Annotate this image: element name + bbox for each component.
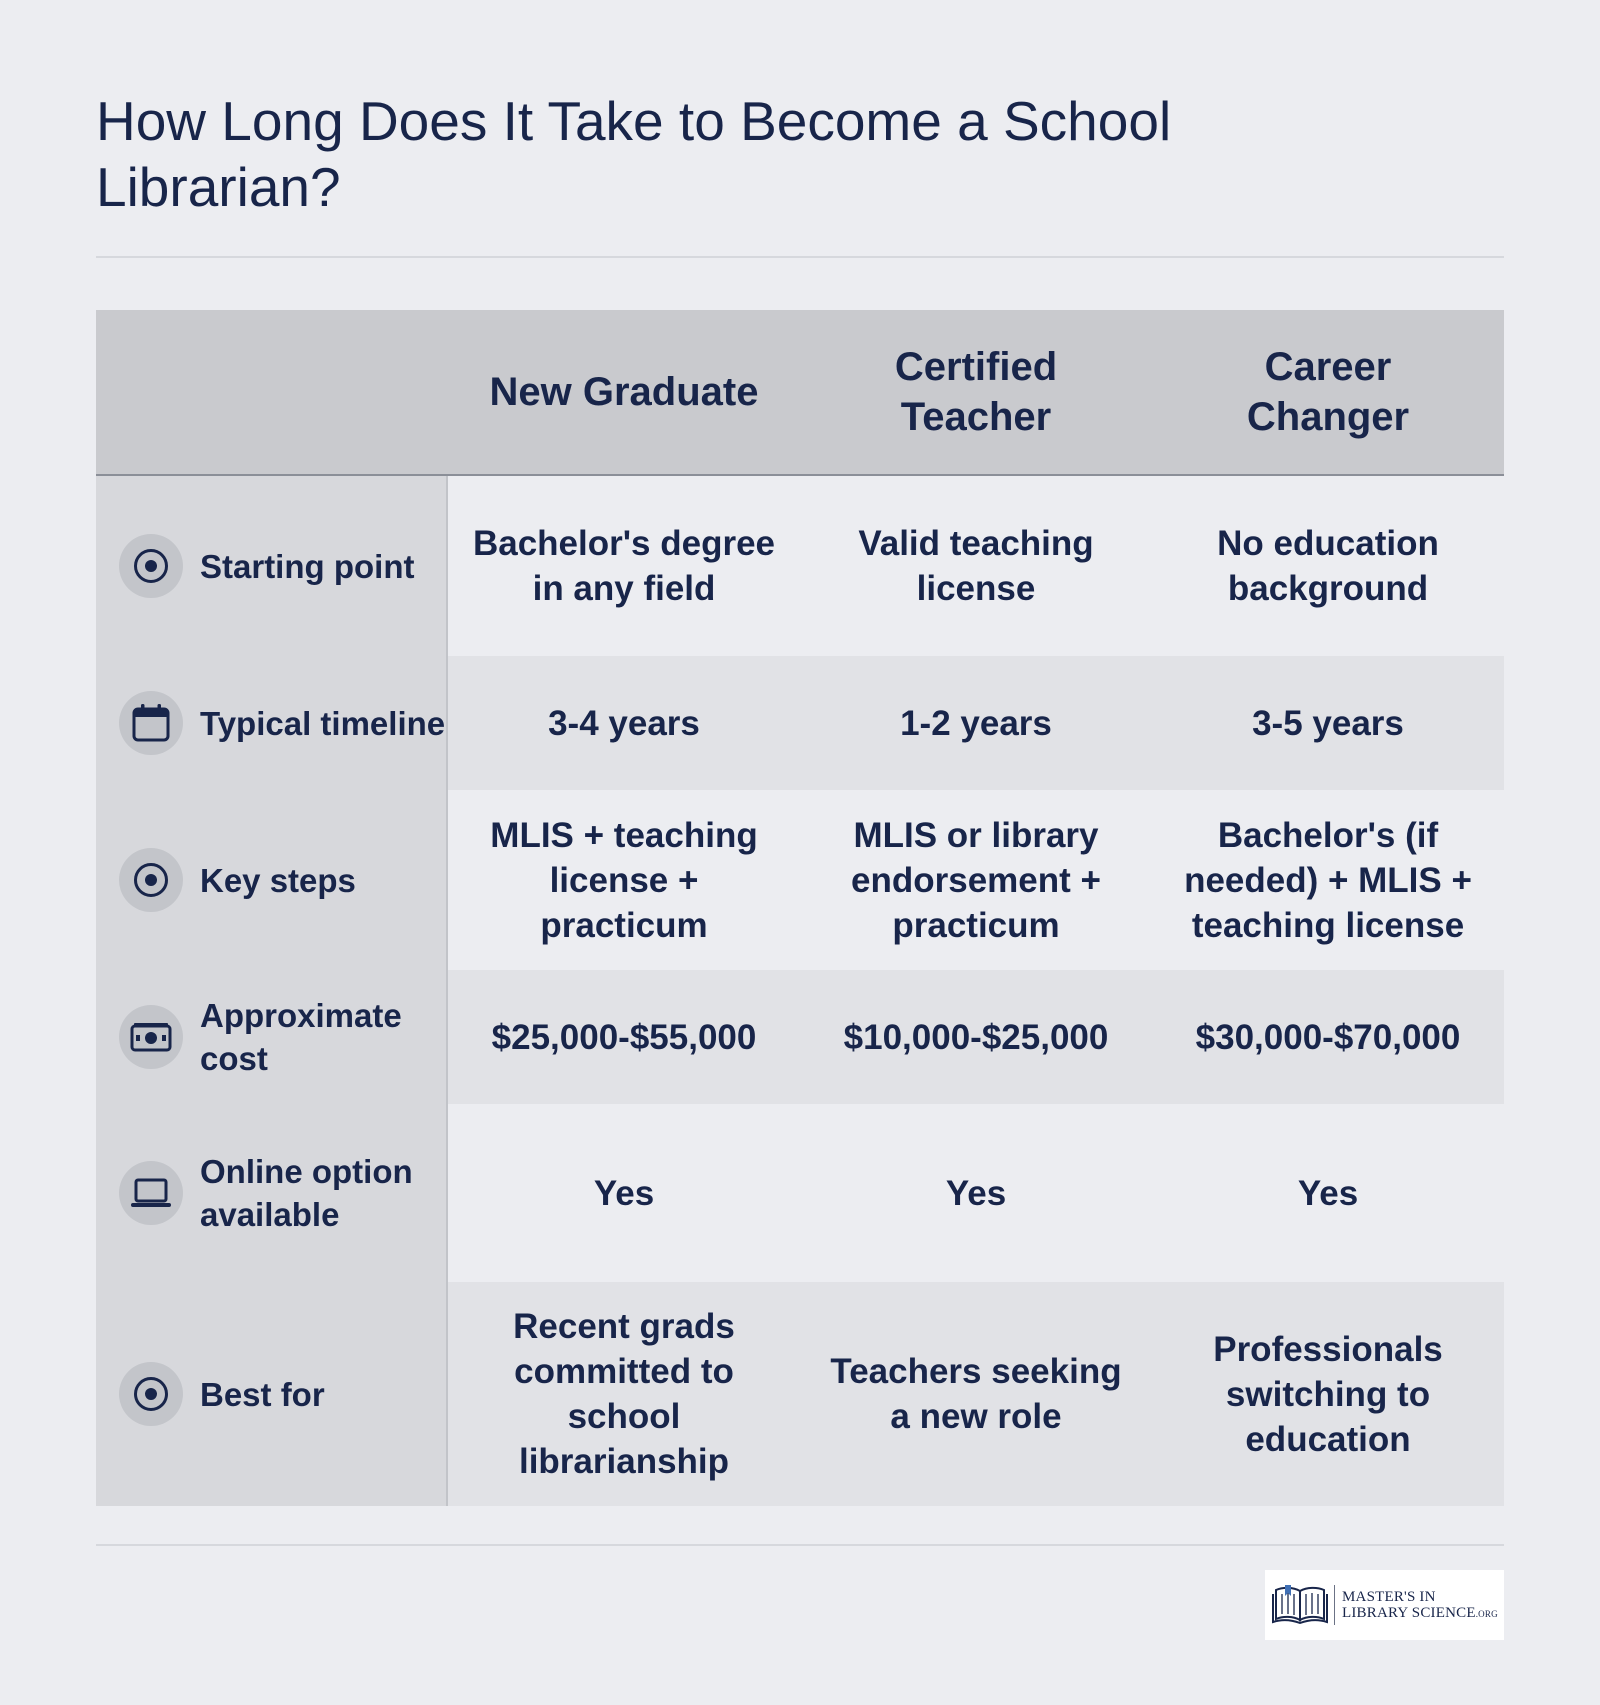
table-corner-cell [96,310,448,476]
logo-divider [1334,1585,1335,1625]
table-cell: $30,000-$70,000 [1152,970,1504,1104]
row-label-online-option [96,1104,448,1282]
table-cell: Teachers seeking a new role [800,1282,1152,1506]
logo-suffix: .ORG [1475,1608,1498,1619]
comparison-table [96,310,1504,1506]
table-cell: Bachelor's (if needed) + MLIS + teaching license [1152,790,1504,970]
table-cell: Valid teaching license [800,476,1152,656]
table-cell: Bachelor's degree in any field [448,476,800,656]
logo-line-2: LIBRARY SCIENCE [1342,1604,1476,1621]
row-label-text: Online option available [200,1153,413,1233]
row-label-best-for [96,1282,448,1506]
target-icon [119,1362,183,1426]
calendar-icon [119,691,183,755]
money-icon [119,1005,183,1069]
table-cell: MLIS + teaching license + practicum [448,790,800,970]
row-label-typical-timeline [96,656,448,790]
column-header-new-graduate: New Graduate [448,310,800,476]
title-divider [96,256,1504,258]
footer-divider [96,1544,1504,1546]
row-label-text: Starting point [200,547,415,585]
table-cell: Yes [1152,1104,1504,1282]
row-label-key-steps [96,790,448,970]
row-label-text: Best for [200,1375,325,1413]
row-label-approximate-cost [96,970,448,1104]
target-icon [119,534,183,598]
logo-wordmark [1342,1589,1498,1622]
table-cell: $10,000-$25,000 [800,970,1152,1104]
table-cell: 3-4 years [448,656,800,790]
site-logo[interactable] [1265,1570,1504,1640]
row-label-text: Approximate cost [200,997,402,1077]
page-title: How Long Does It Take to Become a School Librarian? [96,90,1172,218]
table-cell: No education background [1152,476,1504,656]
column-header-certified-teacher: Certified Teacher [800,310,1152,476]
table-cell: Recent grads committed to school librarianship [448,1282,800,1506]
row-label-starting-point [96,476,448,656]
target-icon [119,848,183,912]
row-label-text: Key steps [200,861,356,899]
open-book-icon [1272,1582,1328,1629]
table-cell: Yes [448,1104,800,1282]
laptop-icon [119,1161,183,1225]
logo-line-1: MASTER'S IN [1342,1588,1436,1605]
table-cell: 3-5 years [1152,656,1504,790]
table-cell: MLIS or library endorsement + practicum [800,790,1152,970]
row-label-text: Typical timeline [200,704,446,742]
table-cell: 1-2 years [800,656,1152,790]
table-cell: $25,000-$55,000 [448,970,800,1104]
column-header-career-changer: Career Changer [1152,310,1504,476]
table-cell: Yes [800,1104,1152,1282]
table-cell: Professionals switching to education [1152,1282,1504,1506]
